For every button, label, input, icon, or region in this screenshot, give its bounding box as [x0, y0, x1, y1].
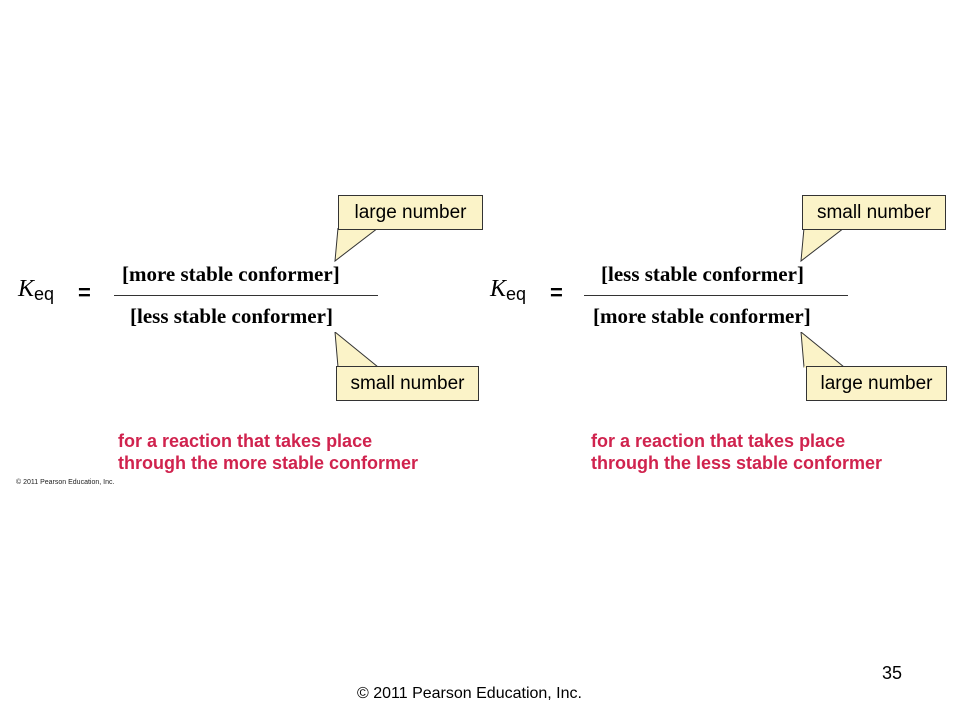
right-top-callout	[802, 195, 946, 230]
left-top-callout-pointer	[330, 228, 390, 264]
left-bottom-callout	[336, 366, 479, 401]
left-top-callout-label: large number	[354, 201, 467, 223]
left-note	[118, 430, 418, 474]
right-note	[591, 430, 882, 474]
left-top-callout	[338, 195, 483, 230]
right-keq-symbol: Keq	[490, 276, 527, 304]
right-top-callout-label: small number	[816, 201, 932, 223]
left-fraction-bar	[114, 295, 378, 296]
right-numerator: [less stable conformer]	[601, 262, 804, 286]
left-equals-sign: =	[78, 280, 91, 305]
right-fraction-bar	[584, 295, 848, 296]
left-bottom-callout-pointer	[330, 332, 390, 368]
right-denominator: [more stable conformer]	[593, 304, 811, 328]
left-keq-symbol: Keq	[18, 276, 55, 304]
page-number: 35	[882, 663, 903, 683]
right-bottom-callout-pointer	[796, 332, 856, 368]
right-note-line-1: for a reaction that takes place	[591, 431, 846, 451]
right-bottom-callout-label: large number	[820, 372, 933, 394]
right-top-callout-pointer	[796, 228, 856, 264]
right-bottom-callout	[806, 366, 947, 401]
left-denominator: [less stable conformer]	[130, 304, 333, 328]
left-bottom-callout-label: small number	[350, 372, 465, 394]
right-note-line-2: through the less stable conformer	[591, 453, 883, 473]
figure-copyright: © 2011 Pearson Education, Inc.	[16, 479, 115, 486]
left-numerator: [more stable conformer]	[122, 262, 340, 286]
right-equals-sign: =	[550, 280, 563, 305]
left-note-line-2: through the more stable conformer	[118, 453, 419, 473]
footer-copyright: © 2011 Pearson Education, Inc.	[357, 685, 582, 702]
left-note-line-1: for a reaction that takes place	[118, 431, 373, 451]
